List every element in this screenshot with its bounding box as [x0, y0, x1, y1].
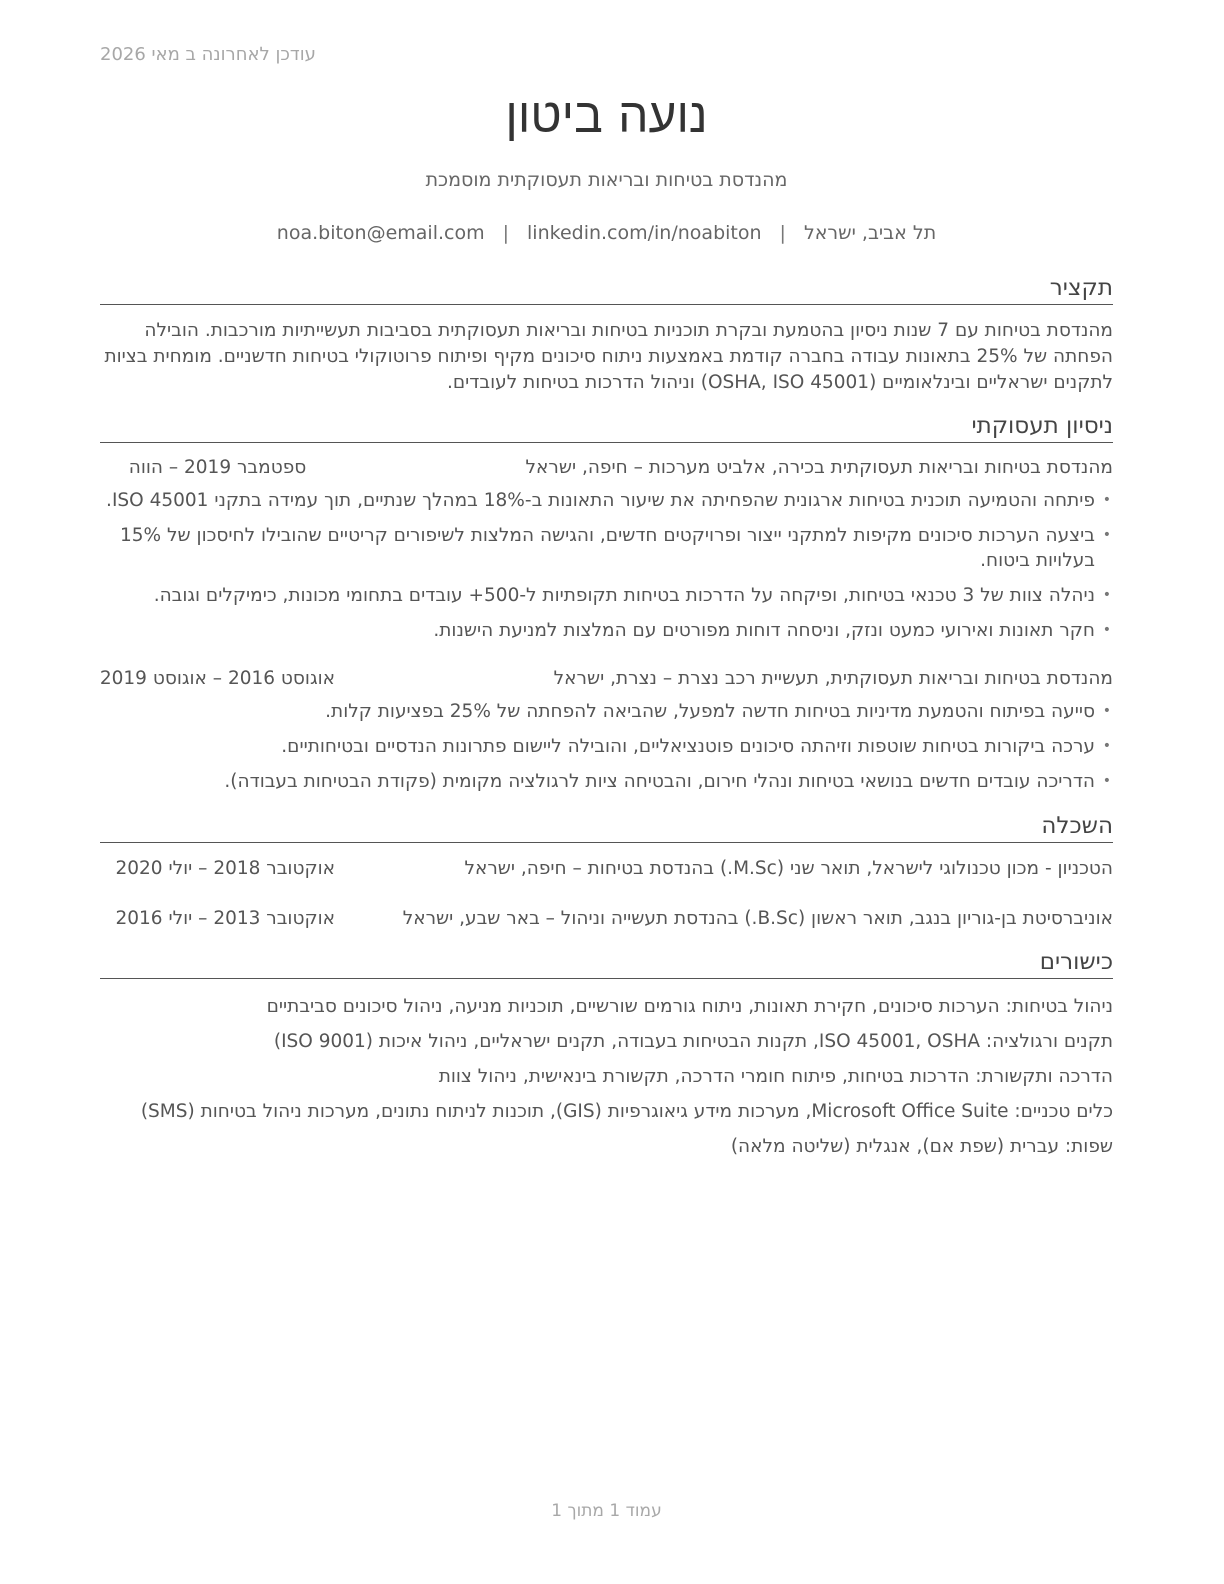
list-item: [100, 734, 1113, 759]
job-dates: ספטמבר 2019 – הווה: [128, 457, 307, 478]
bullet-text: ערכה ביקורות בטיחות שוטפות וזיהתה סיכונים פוטנציאליים, והובילה ליישום פתרונות הנדסיים ובטיחותיים.: [281, 736, 1095, 757]
job-header: [100, 457, 1113, 485]
education-heading: השכלה: [100, 812, 1113, 843]
experience-heading: ניסיון תעסוקתי: [100, 412, 1113, 443]
bullet-icon: •: [1102, 703, 1111, 719]
contact-linkedin[interactable]: linkedin.com/in/noabiton: [527, 222, 762, 244]
candidate-name: נועה ביטון: [505, 88, 708, 144]
bullet-text: חקר תאונות ואירועי כמעט ונזק, וניסחה דוחות מפורטים עם המלצות למניעת הישנות.: [433, 620, 1095, 641]
resume-page: [100, 0, 1113, 1584]
education-dates: אוקטובר 2018 – יולי 2020: [115, 858, 335, 879]
bullet-icon: •: [1102, 738, 1111, 754]
skills-heading: כישורים: [100, 948, 1113, 979]
last-updated-note: עודכן לאחרונה ב מאי 2026: [100, 44, 316, 65]
education-degree: הטכניון - מכון טכנולוגי לישראל, תואר שני (M.Sc.) בהנדסת בטיחות – חיפה, ישראל: [464, 858, 1113, 879]
contact-location: תל אביב, ישראל: [803, 222, 937, 244]
job-dates: אוגוסט 2016 – אוגוסט 2019: [99, 668, 335, 689]
job-header: [100, 668, 1113, 696]
list-item: [100, 583, 1113, 608]
education-item: [100, 908, 1113, 936]
bullet-icon: •: [1102, 622, 1111, 638]
list-item: [100, 769, 1113, 794]
job-bullets: [100, 699, 1113, 804]
bullet-text: פיתחה והטמיעה תוכנית בטיחות ארגונית שהפחיתה את שיעור התאונות ב-18% במהלך שנתיים, תוך עמידה בתקני ISO 45001.: [106, 490, 1095, 511]
contact-separator: |: [779, 222, 786, 244]
list-item: [100, 488, 1113, 513]
bullet-icon: •: [1102, 527, 1111, 543]
skill-line: שפות: עברית (שפת אם), אנגלית (שליטה מלאה): [730, 1136, 1113, 1157]
skill-line: תקנים ורגולציה: ISO 45001, OSHA, תקנות הבטיחות בעבודה, תקנים ישראליים, ניהול איכות (ISO 9001): [273, 1031, 1113, 1052]
education-degree: אוניברסיטת בן-גוריון בנגב, תואר ראשון (B.Sc.) בהנדסת תעשייה וניהול – באר שבע, ישראל: [402, 908, 1113, 929]
list-item: [100, 699, 1113, 724]
bullet-text: סייעה בפיתוח והטמעת מדיניות בטיחות חדשה למפעל, שהביאה להפחתה של 25% בפציעות קלות.: [325, 701, 1095, 722]
contact-separator: |: [502, 222, 510, 244]
candidate-title: מהנדסת בטיחות ובריאות תעסוקתית מוסמכת: [425, 169, 788, 191]
list-item: [100, 618, 1113, 643]
bullet-text: הדריכה עובדים חדשים בנושאי בטיחות ונהלי חירום, והבטיחה ציות לרגולציה מקומית (פקודת הבטיחות בעבודה).: [224, 771, 1095, 792]
education-dates: אוקטובר 2013 – יולי 2016: [115, 908, 335, 929]
summary-heading: תקציר: [100, 274, 1113, 305]
skill-line: כלים טכניים: Microsoft Office Suite, מערכות מידע גיאוגרפיות (GIS), תוכנות לניתוח נתונים, מערכות ניהול בטיחות (SMS): [140, 1101, 1113, 1122]
list-item: [100, 523, 1113, 573]
bullet-icon: •: [1102, 587, 1111, 603]
skill-line: ניהול בטיחות: הערכות סיכונים, חקירת תאונות, ניתוח גורמים שורשיים, תוכניות מניעה, ניהול סיכונים סביבתיים: [266, 996, 1113, 1017]
summary-text: מהנדסת בטיחות עם 7 שנות ניסיון בהטמעת ובקרת תוכניות בטיחות ובריאות תעסוקתית בסביבות תעשייתיות מורכבות. הובילה הפחתה של 25% בתאונות עבודה בחברה קודמת באמצעות ניתוח סיכונים מקיף ופיתוח פרוטוקולי בטיחות חדשניים. מומחית בציות לתקנים ישראליים ובינלאומיים (OSHA, ISO 45001) וניהול הדרכות בטיחות לעובדים.: [104, 320, 1113, 393]
bullet-icon: •: [1102, 492, 1111, 508]
bullet-icon: •: [1102, 773, 1111, 789]
page-number: עמוד 1 מתוך 1: [551, 1501, 662, 1521]
skills-list: [100, 989, 1113, 1164]
job-role: מהנדסת בטיחות ובריאות תעסוקתית, תעשיית רכב נצרת – נצרת, ישראל: [553, 668, 1113, 689]
contact-line: [100, 222, 1113, 244]
job-role: מהנדסת בטיחות ובריאות תעסוקתית בכירה, אלביט מערכות – חיפה, ישראל: [525, 457, 1113, 478]
education-item: [100, 858, 1113, 886]
contact-email[interactable]: noa.biton@email.com: [276, 222, 485, 244]
job-bullets: [100, 488, 1113, 653]
skill-line: הדרכה ותקשורת: הדרכות בטיחות, פיתוח חומרי הדרכה, תקשורת בינאישית, ניהול צוות: [438, 1066, 1113, 1087]
bullet-text: ניהלה צוות של 3 טכנאי בטיחות, ופיקחה על הדרכות בטיחות תקופתיות ל-500+ עובדים בתחומי מכונות, כימיקלים וגובה.: [153, 585, 1095, 606]
bullet-text: ביצעה הערכות סיכונים מקיפות למתקני ייצור ופרויקטים חדשים, והגישה המלצות לשיפורים קריטיים שהובילו לחיסכון של 15% בעלויות ביטוח.: [120, 525, 1095, 571]
